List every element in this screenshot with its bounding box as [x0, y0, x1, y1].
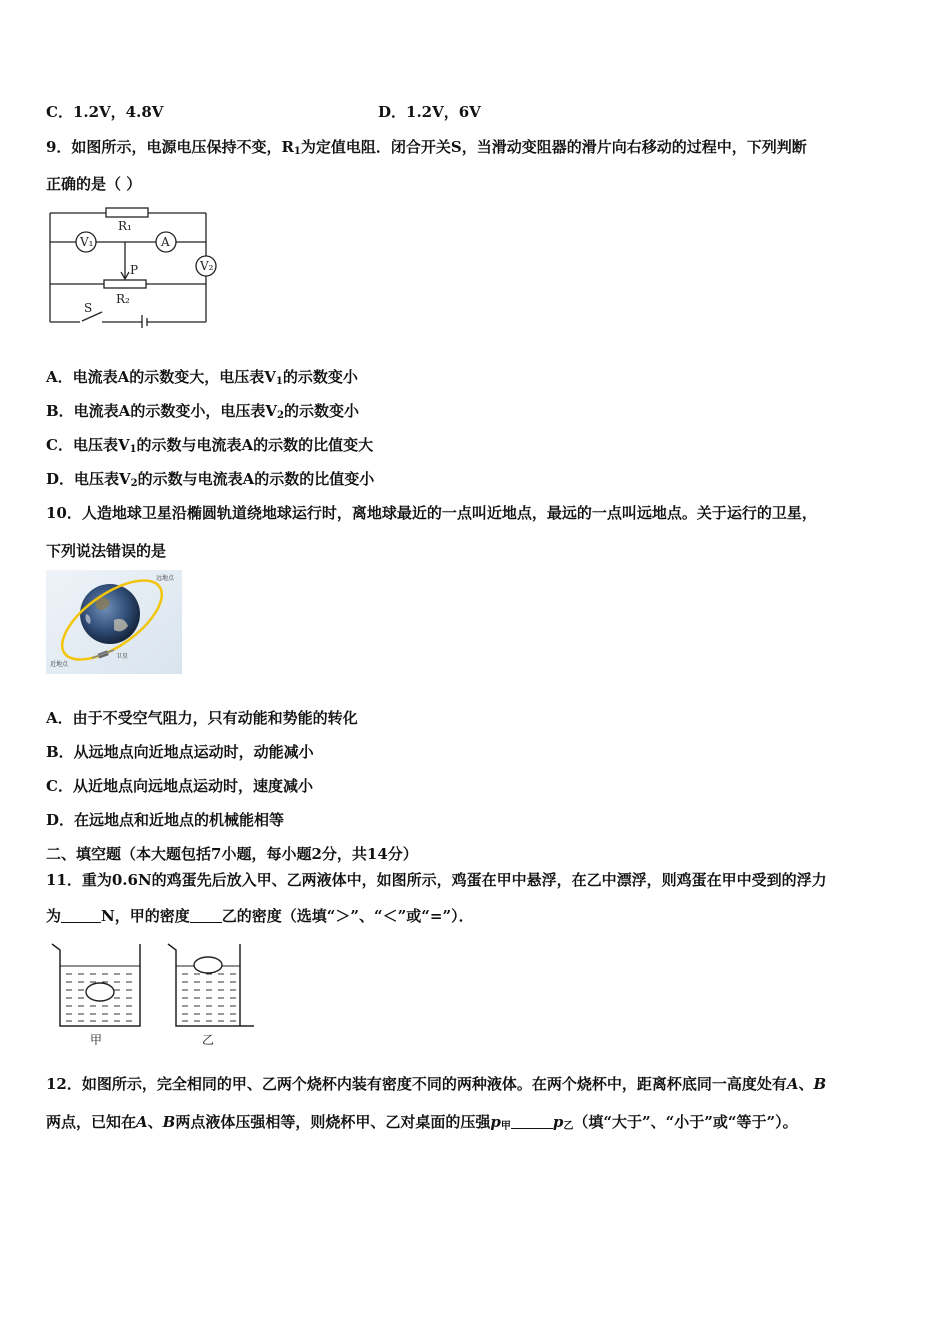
q10-option-c: C．从近地点向远地点运动时，速度减小 — [46, 777, 313, 795]
q10-option-b: B．从远地点向近地点运动时，动能减小 — [46, 743, 314, 761]
q9-option-a — [46, 367, 358, 392]
q9-d-post: 的示数与电流表A的示数的比值变小 — [137, 470, 375, 488]
r2-label: R₂ — [116, 292, 130, 306]
q9-a-sub: 1 — [275, 376, 283, 387]
q10-stem-line1: 10．人造地球卫星沿椭圆轨道绕地球运行时，离地球最近的一点叫近地点，最远的一点叫远地点。关于运行的卫星， — [46, 504, 817, 522]
q9-circuit-diagram — [44, 200, 224, 328]
beaker-yi — [168, 944, 254, 1026]
q9-a-post: 的示数变小 — [282, 368, 358, 386]
q10-option-d: D．在远地点和近地点的机械能相等 — [46, 811, 285, 829]
q8-option-d: D．1.2V，6V — [378, 103, 481, 121]
q11-stem-line1: 11．重为0.6N的鸡蛋先后放入甲、乙两液体中，如图所示，鸡蛋在甲中悬浮，在乙中漂浮，则鸡蛋在甲中受到的浮力 — [46, 871, 827, 889]
q9-d-pre: D．电压表V — [46, 470, 131, 488]
q9-c-post: 的示数与电流表A的示数的比值变大 — [136, 436, 374, 454]
q9-b-pre: B．电流表A的示数变小，电压表V — [46, 402, 277, 420]
section-2-heading: 二、填空题（本大题包括7小题，每小题2分，共14分） — [46, 845, 418, 863]
q12-p-jia: p — [490, 1113, 501, 1131]
q9-b-sub: 2 — [276, 410, 284, 421]
q12-sep-2: 、 — [147, 1113, 163, 1131]
q9-c-sub: 1 — [129, 444, 137, 455]
q10-stem-line2: 下列说法错误的是 — [46, 542, 167, 560]
q12-sub-yi: 乙 — [563, 1121, 574, 1132]
beakers-figure — [44, 940, 254, 1050]
q9-stem-line1 — [46, 137, 807, 162]
q12-sep: 、 — [798, 1075, 814, 1093]
q11-stem-line2 — [46, 906, 474, 926]
q10-option-a: A．由于不受空气阻力，只有动能和势能的转化 — [46, 709, 358, 727]
q9-c-pre: C．电压表V — [46, 436, 130, 454]
v2-label: V₂ — [200, 259, 214, 273]
q11-blank-2[interactable] — [190, 908, 222, 923]
p-label: P — [130, 263, 139, 277]
q12-text-a: 12．如图所示，完全相同的甲、乙两个烧杯内装有密度不同的两种液体。在两个烧杯中，距离杯底同一高度处有 — [46, 1075, 787, 1093]
beaker-jia — [52, 944, 140, 1026]
v1-label: V₁ — [80, 235, 94, 249]
q9-a-pre: A．电流表A的示数变大，电压表V — [46, 368, 276, 386]
q11-text-b: N，甲的密度 — [101, 907, 190, 925]
q9-stem-line2: 正确的是（ ） — [46, 175, 142, 193]
q11-text-c: 乙的密度（选填“＞”、“＜”或“=”）． — [221, 907, 474, 925]
q11-blank-1[interactable] — [61, 908, 101, 923]
q9-stem-rest: 为定值电阻．闭合开关S，当滑动变阻器的滑片向右移动的过程中，下列判断 — [300, 138, 807, 156]
q9-d-sub: 2 — [130, 478, 138, 489]
q12-point-a-2: A — [136, 1113, 148, 1131]
egg-yi — [194, 957, 222, 973]
q12-text-c: 两点液体压强相等，则烧杯甲、乙对桌面的压强 — [175, 1113, 491, 1131]
q9-stem-sub: 1 — [293, 146, 301, 157]
near-point-label: 近地点 — [50, 661, 69, 668]
q12-point-a: A — [786, 1075, 799, 1093]
q12-blank[interactable] — [511, 1114, 553, 1129]
q12-stem-line2 — [46, 1112, 798, 1137]
far-point-label: 远地点 — [156, 575, 175, 582]
q11-text-a: 为 — [46, 907, 62, 925]
q12-stem-line1 — [46, 1074, 826, 1094]
q12-point-b-2: B — [162, 1113, 176, 1131]
q9-stem-text: 9．如图所示，电源电压保持不变，R — [46, 138, 294, 156]
satellite-orbit-figure — [46, 570, 182, 674]
label-jia: 甲 — [90, 1033, 103, 1047]
q12-point-b: B — [813, 1075, 827, 1093]
q9-option-c — [46, 435, 373, 460]
label-yi: 乙 — [202, 1033, 215, 1047]
s-label: S — [84, 301, 93, 315]
q9-option-d — [46, 469, 374, 494]
q12-p-yi: p — [552, 1113, 564, 1131]
q12-text-d: （填“大于”、“小于”或“等于”）。 — [573, 1113, 798, 1131]
q12-text-b: 两点，已知在 — [46, 1113, 137, 1131]
liquid-dashes-yi — [182, 974, 236, 1021]
q9-b-post: 的示数变小 — [283, 402, 359, 420]
satellite-label: 卫星 — [116, 653, 129, 660]
q12-sub-jia: 甲 — [500, 1121, 511, 1132]
earth-icon — [80, 584, 140, 644]
q8-option-c: C．1.2V，4.8V — [46, 103, 164, 121]
r1-label: R₁ — [118, 219, 132, 233]
egg-jia — [86, 983, 114, 1001]
q9-option-b — [46, 401, 359, 426]
a-label: A — [161, 235, 170, 249]
